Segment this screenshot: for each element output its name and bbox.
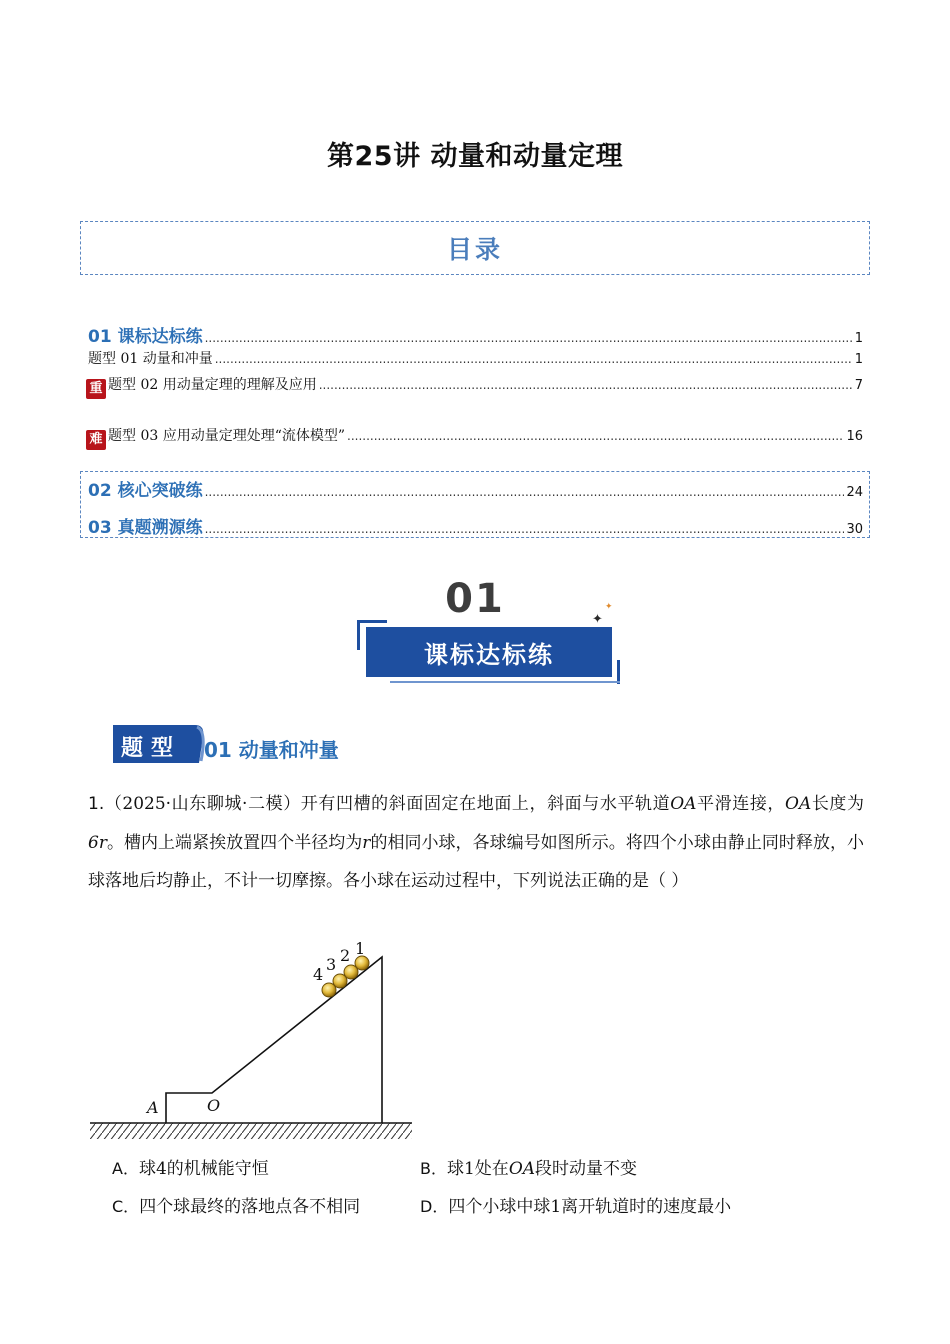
section-banner	[366, 627, 612, 677]
point-a-label: A	[147, 1098, 159, 1117]
ball-label-1: 1	[355, 939, 366, 958]
ball-label-3: 3	[326, 955, 337, 974]
incline-figure	[88, 935, 418, 1145]
toc-leader	[215, 352, 853, 366]
toc-leader	[205, 522, 845, 536]
toc-entry-3[interactable]	[86, 374, 863, 399]
toc-leader	[205, 331, 853, 345]
section-title: 课标达标练	[424, 640, 554, 669]
toc-entry-label: 题型 03 应用动量定理处理“流体模型”	[108, 428, 346, 444]
banner-frame-left	[357, 620, 360, 650]
type-badge	[113, 725, 205, 763]
toc-page-number: 24	[846, 485, 863, 500]
point-o-label: O	[207, 1096, 221, 1115]
toc-leader	[319, 378, 853, 392]
toc-entry-6[interactable]	[88, 513, 863, 538]
toc-page-number: 1	[854, 331, 863, 346]
option-text: 四个小球中球1离开轨道时的速度最小	[448, 1197, 732, 1217]
toc-entry-5[interactable]	[88, 476, 863, 501]
option-text: 四个球最终的落地点各不相同	[139, 1197, 361, 1217]
option-b[interactable]: B．球1处在OA段时动量不变	[420, 1159, 638, 1179]
toc-entry-2[interactable]	[88, 348, 863, 368]
toc-entry-label: 03 真题溯源练	[88, 518, 203, 538]
section-number: 01	[445, 576, 505, 622]
question-number: 1.	[88, 794, 105, 814]
ball-label-4: 4	[313, 965, 324, 984]
option-d[interactable]	[420, 1192, 731, 1217]
type-title: 01 动量和冲量	[204, 738, 339, 762]
toc-page-number: 16	[846, 429, 863, 444]
banner-frame-top	[357, 620, 387, 623]
toc-entry-label: 题型 01 动量和冲量	[88, 351, 213, 367]
key-badge: 重	[86, 379, 106, 399]
toc-leader	[205, 485, 845, 499]
sparkle-small-icon: ✦	[605, 602, 613, 612]
toc-entry-label: 01 课标达标练	[88, 327, 203, 347]
sparkle-icon: ✦	[592, 612, 603, 627]
toc-entry-label: 题型 02 用动量定理的理解及应用	[108, 377, 317, 393]
option-key: C．	[112, 1197, 140, 1216]
ground-hatch	[90, 1123, 412, 1139]
toc-entry-1[interactable]	[88, 322, 863, 347]
toc-header	[80, 221, 870, 275]
ball-1	[355, 956, 369, 970]
option-key: A．	[112, 1159, 139, 1178]
option-c[interactable]	[112, 1192, 360, 1217]
question-text: 1.（2025·山东聊城·二模）开有凹槽的斜面固定在地面上，斜面与水平轨道OA平滑连接，OA长度为6r。槽内上端紧挨放置四个半径均为r的相同小球，各球编号如图所示。将四个小球由静止同时释放，小球落地后均静止，不计一切摩擦。各小球在运动过程中，下列说法正确的是（ ）	[88, 794, 865, 891]
toc-page-number: 7	[854, 378, 863, 393]
toc-heading: 目录	[446, 235, 503, 264]
page-title: 第25讲 动量和动量定理	[327, 141, 623, 172]
banner-frame-bottom	[390, 681, 620, 683]
difficult-badge: 难	[86, 430, 106, 450]
option-key: D．	[420, 1197, 449, 1216]
toc-page-number: 1	[854, 352, 863, 367]
option-text: 球4的机械能守恒	[138, 1159, 269, 1179]
toc-leader	[347, 429, 844, 443]
toc-page-number: 30	[846, 522, 863, 537]
option-key: B．	[420, 1159, 447, 1178]
ball-label-2: 2	[340, 946, 351, 965]
option-a[interactable]	[112, 1154, 269, 1179]
track-outline	[166, 957, 382, 1123]
toc-entry-4[interactable]	[86, 425, 863, 450]
toc-entry-label: 02 核心突破练	[88, 481, 203, 501]
type-badge-label: 题型	[121, 735, 182, 761]
